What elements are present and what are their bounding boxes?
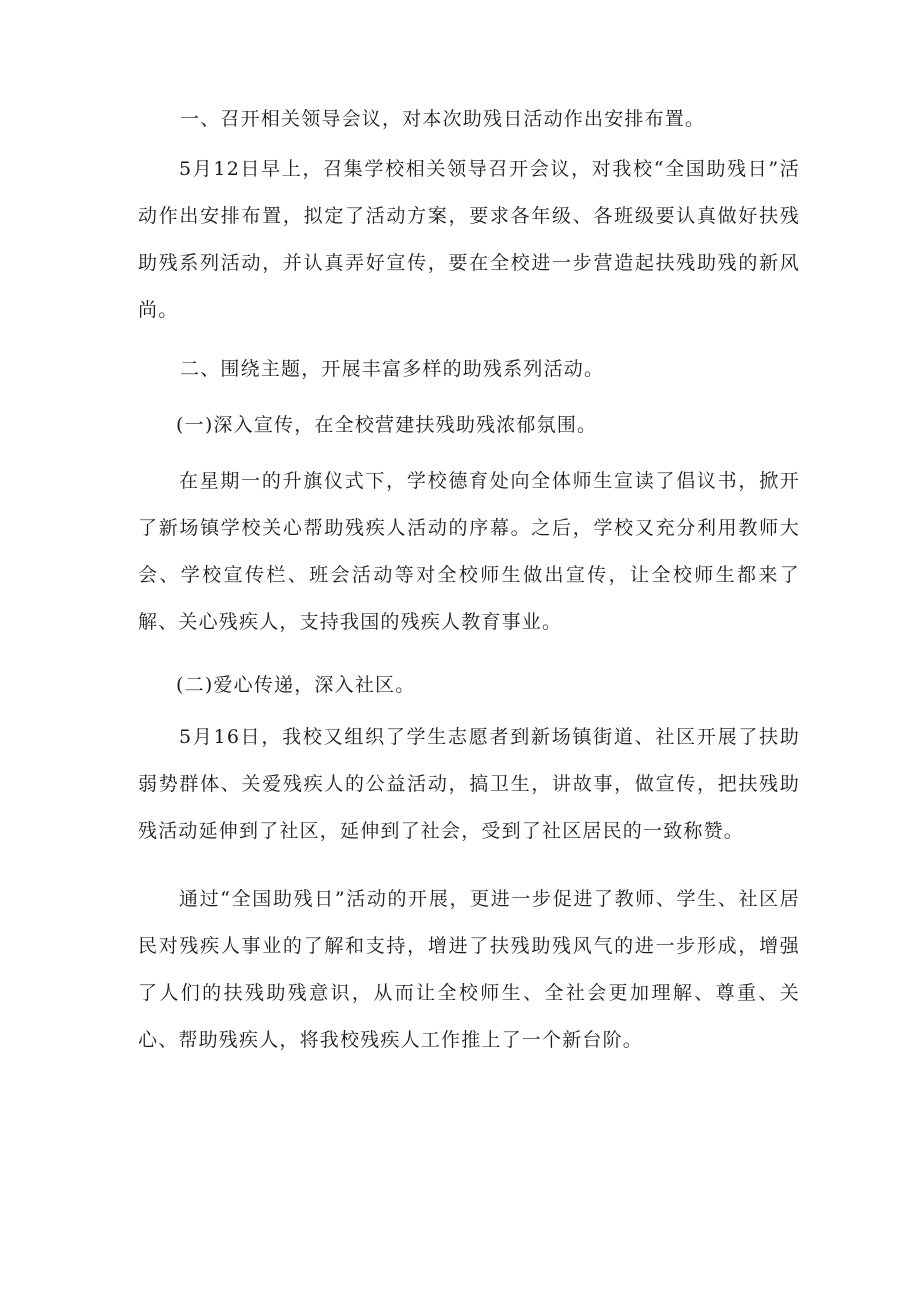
paragraph-4: 通过“全国助残日”活动的开展，更进一步促进了教师、学生、社区居民对残疾人事业的了解和支持，增进了扶残助残风气的进一步形成，增强了人们的扶残助残意识，从而让全校师生、全社会更加理解、尊重、关心、帮助残疾人，将我校残疾人工作推上了一个新台阶。 [138,888,800,1051]
paragraph-3: 5月16日，我校又组织了学生志愿者到新场镇街道、社区开展了扶助弱势群体、关爱残疾人的公益活动，搞卫生，讲故事，做宣传，把扶残助残活动延伸到了社区，延伸到了社会，受到了社区居民的一致称赞。 [138,726,800,842]
subheading-2: (二)爱心传递，深入社区。 [176,674,416,696]
paragraph-1: 5月12日早上，召集学校相关领导召开会议，对我校“全国助残日”活动作出安排布置，拟定了活动方案，要求各年级、各班级要认真做好扶残助残系列活动，并认真弄好宣传，要在全校进一步营造起扶残助残的新风尚。 [138,158,800,321]
section-heading-2: 二、围绕主题，开展丰富多样的助残系列活动。 [180,358,605,380]
paragraph-2: 在星期一的升旗仪式下，学校德育处向全体师生宣读了倡议书，掀开了新场镇学校关心帮助残疾人活动的序幕。之后，学校又充分利用教师大会、学校宣传栏、班会活动等对全校师生做出宣传，让全校师生都来了解、关心残疾人，支持我国的残疾人教育事业。 [138,470,800,633]
subheading-1: (一)深入宣传，在全校营建扶残助残浓郁氛围。 [176,414,598,436]
section-heading-1: 一、召开相关领导会议，对本次助残日活动作出安排布置。 [180,108,706,130]
